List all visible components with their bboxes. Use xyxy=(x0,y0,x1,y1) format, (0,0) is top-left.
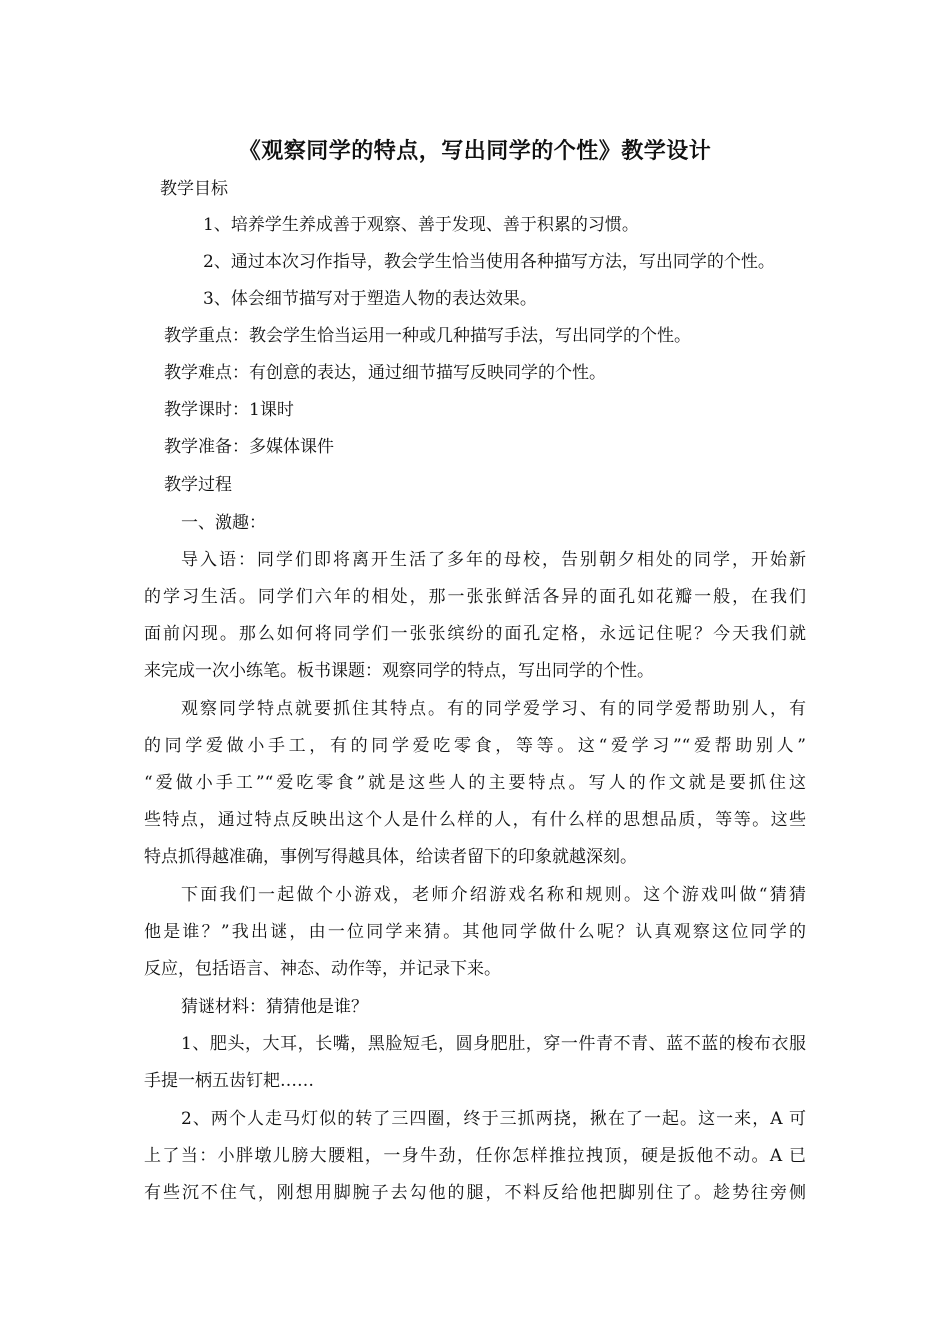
process-heading: 教学过程 xyxy=(164,475,232,495)
page-title: 《观察同学的特点，写出同学的个性》教学设计 xyxy=(238,138,712,164)
goal-item: 3、体会细节描写对于塑造人物的表达效果。 xyxy=(203,289,537,309)
riddle-line: 1、肥头，大耳，长嘴，黑脸短毛，圆身肥肚，穿一件青不青、蓝不蓝的梭布衣服 xyxy=(181,1034,806,1054)
riddle-line: 有些沉不住气，刚想用脚腕子去勾他的腿，不料反给他把脚别住了。趁势往旁侧 xyxy=(144,1183,806,1203)
riddle-line: 上了当：小胖墩儿膀大腰粗，一身牛劲，任你怎样推拉拽顶，硬是扳他不动。A 已 xyxy=(144,1146,806,1166)
paragraph-line: 来完成一次小练笔。板书课题：观察同学的特点，写出同学的个性。 xyxy=(144,661,654,681)
paragraph-line: “爱做小手工”“爱吃零食”就是这些人的主要特点。写人的作文就是要抓住这 xyxy=(144,773,806,793)
goal-item: 1、培养学生养成善于观察、善于发现、善于积累的习惯。 xyxy=(203,215,639,235)
preparation: 教学准备：多媒体课件 xyxy=(164,437,334,457)
paragraph-line: 他是谁？”我出谜，由一位同学来猜。其他同学做什么呢？认真观察这位同学的 xyxy=(144,922,806,942)
paragraph-line: 观察同学特点就要抓住其特点。有的同学爱学习、有的同学爱帮助别人，有 xyxy=(181,699,806,719)
difficulty: 教学难点：有创意的表达，通过细节描写反映同学的个性。 xyxy=(164,363,606,383)
goal-item: 2、通过本次习作指导，教会学生恰当使用各种描写方法，写出同学的个性。 xyxy=(203,252,775,272)
paragraph-line: 面前闪现。那么如何将同学们一张张缤纷的面孔定格，永远记住呢？今天我们就 xyxy=(144,624,806,644)
key-point: 教学重点：教会学生恰当运用一种或几种描写手法，写出同学的个性。 xyxy=(164,326,691,346)
paragraph-line: 特点抓得越准确，事例写得越具体，给读者留下的印象就越深刻。 xyxy=(144,847,637,867)
riddle-line: 2、两个人走马灯似的转了三四圈，终于三抓两挠，揪在了一起。这一来，A 可 xyxy=(181,1109,806,1129)
paragraph-line: 下面我们一起做个小游戏，老师介绍游戏名称和规则。这个游戏叫做“猜猜 xyxy=(181,885,806,905)
paragraph-line: 导入语：同学们即将离开生活了多年的母校，告别朝夕相处的同学，开始新 xyxy=(181,550,806,570)
paragraph-line: 反应，包括语言、神态、动作等，并记录下来。 xyxy=(144,959,501,979)
paragraph-line: 的同学爱做小手工，有的同学爱吃零食，等等。这“爱学习”“爱帮助别人” xyxy=(144,736,806,756)
paragraph-line: 些特点，通过特点反映出这个人是什么样的人，有什么样的思想品质，等等。这些 xyxy=(144,810,806,830)
section-heading: 一、激趣： xyxy=(181,513,266,533)
goals-heading: 教学目标 xyxy=(160,179,228,199)
riddle-heading: 猜谜材料：猜猜他是谁？ xyxy=(181,997,368,1017)
riddle-line: 手提一柄五齿钉耙…… xyxy=(144,1071,314,1091)
paragraph-line: 的学习生活。同学们六年的相处，那一张张鲜活各异的面孔如花瓣一般，在我们 xyxy=(144,587,806,607)
class-hours: 教学课时：1课时 xyxy=(164,400,294,420)
